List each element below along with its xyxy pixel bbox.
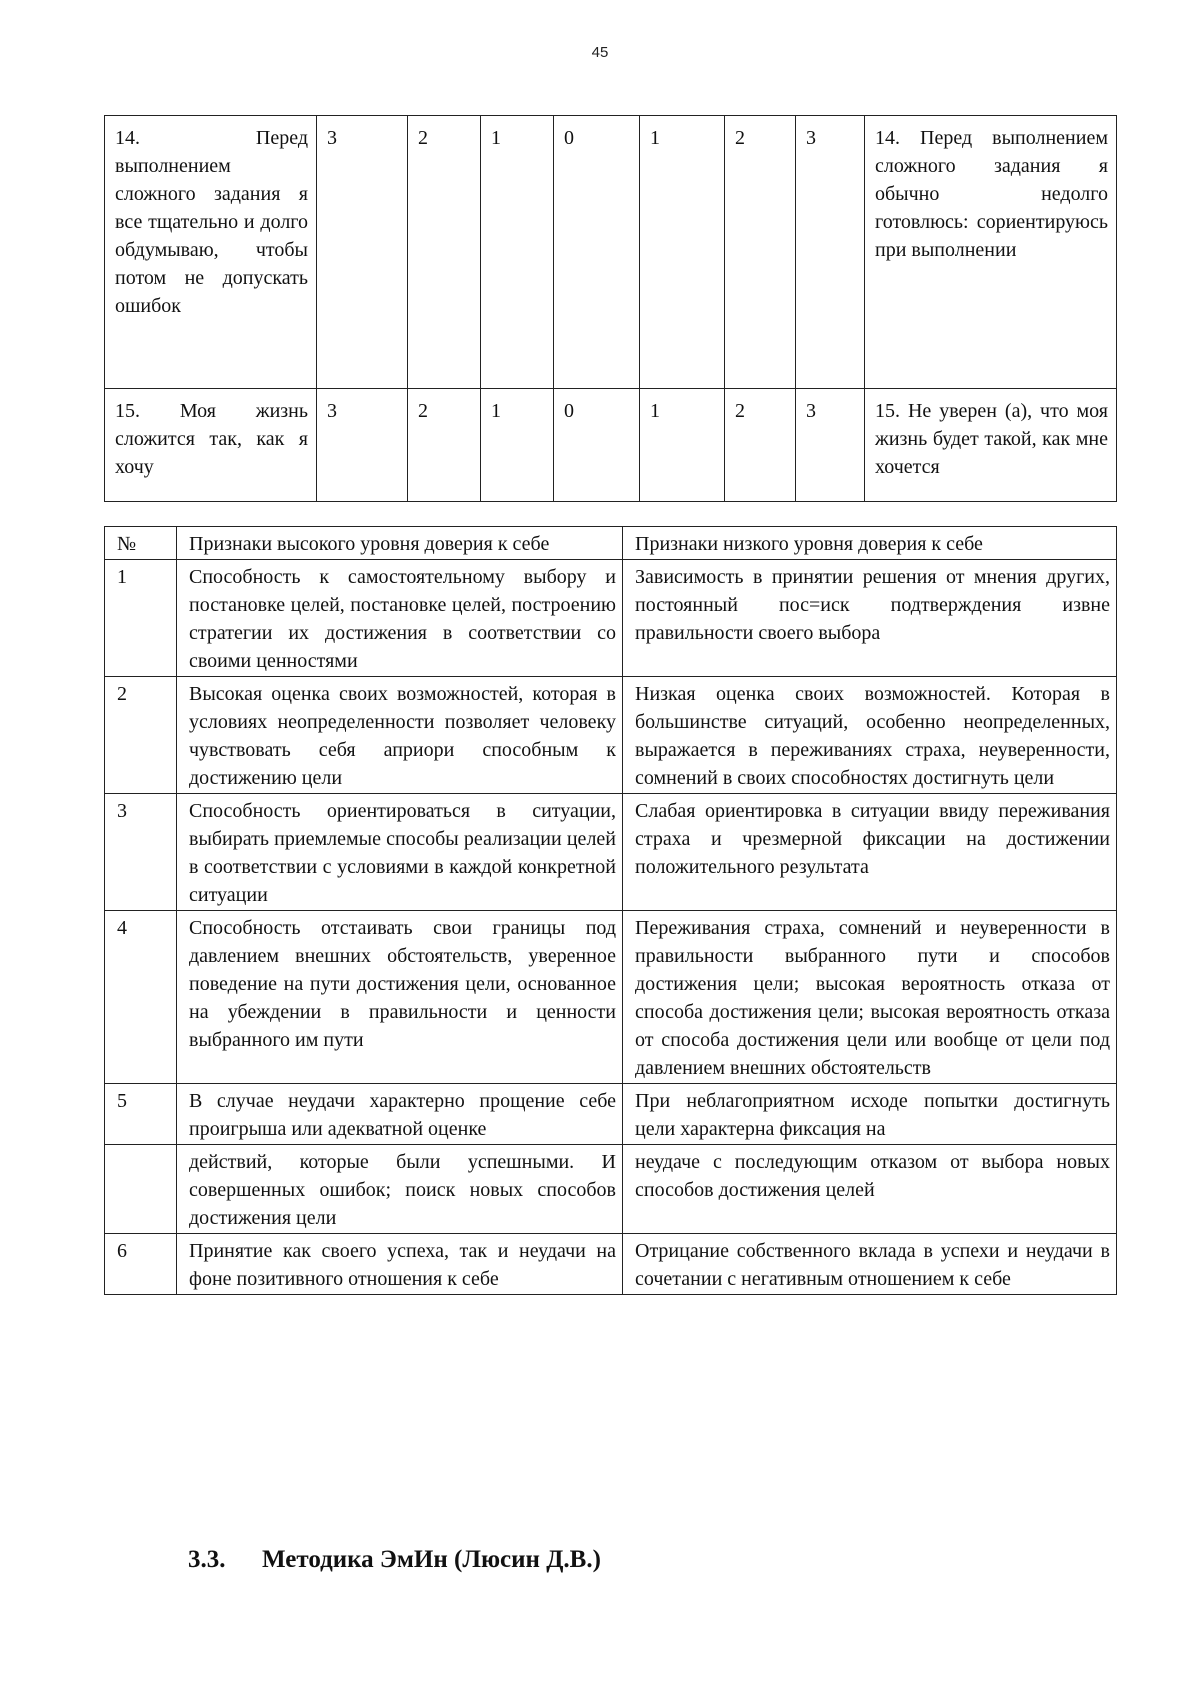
low-trust-sign: При неблагоприятном исходе попытки достигнуть цели характерна фиксация на <box>623 1084 1117 1145</box>
high-trust-sign: Способность к самостоятельному выбору и постановке целей, постановке целей, построению стратегии их достижения в соответствии со своими ценностями <box>177 560 623 677</box>
section-heading <box>188 1546 601 1574</box>
table-row <box>105 794 1117 911</box>
high-trust-sign: Высокая оценка своих возможностей, которая в условиях неопределенности позволяет человеку чувствовать себя априори способным к достижению цели <box>177 677 623 794</box>
scale-value: 2 <box>408 116 481 389</box>
scale-value: 3 <box>796 116 865 389</box>
scale-value: 0 <box>554 116 640 389</box>
scale-row <box>105 116 1117 389</box>
scale-row <box>105 389 1117 502</box>
table-row <box>105 1234 1117 1295</box>
header-high-trust: Признаки высокого уровня доверия к себе <box>177 527 623 560</box>
positive-statement: 15. Моя жизнь сложится так, как я хочу <box>105 389 317 502</box>
scale-value: 3 <box>317 389 408 502</box>
page-number: 45 <box>591 44 609 61</box>
scale-value: 1 <box>640 116 725 389</box>
row-number: 2 <box>105 677 177 794</box>
low-trust-sign: Слабая ориентировка в ситуации ввиду переживания страха и чрезмерной фиксации на достижении положительного результата <box>623 794 1117 911</box>
table-row <box>105 1084 1117 1145</box>
high-trust-sign: В случае неудачи характерно прощение себе проигрыша или адекватной оценке <box>177 1084 623 1145</box>
scale-value: 2 <box>408 389 481 502</box>
low-trust-sign: неудаче с последующим отказом от выбора новых способов достижения целей <box>623 1145 1117 1234</box>
scale-value: 3 <box>317 116 408 389</box>
high-trust-sign: Способность отстаивать свои границы под давлением внешних обстоятельств, уверенное поведение на пути достижения цели, основанное на убеждении в правильности и ценности выбранного им пути <box>177 911 623 1084</box>
high-trust-sign: действий, которые были успешными. И совершенных ошибок; поиск новых способов достижения цели <box>177 1145 623 1234</box>
header-low-trust: Признаки низкого уровня доверия к себе <box>623 527 1117 560</box>
table-row <box>105 560 1117 677</box>
low-trust-sign: Переживания страха, сомнений и неуверенности в правильности выбранного пути и способов достижения цели; высокая вероятность отказа от способа достижения цели; высокая вероятность отказа от способа достижения цели или вообще от цели под давлением внешних обстоятельств <box>623 911 1117 1084</box>
bipolar-scale-table <box>104 115 1117 502</box>
row-number: 1 <box>105 560 177 677</box>
positive-statement: 14. Перед выполнением сложного задания я все тщательно и долго обдумываю, чтобы потом не допускать ошибок <box>105 116 317 389</box>
section-number: 3.3. <box>188 1546 226 1573</box>
high-trust-sign: Способность ориентироваться в ситуации, выбирать приемлемые способы реализации целей в соответствии с условиями в каждой конкретной ситуации <box>177 794 623 911</box>
row-number: 5 <box>105 1084 177 1145</box>
scale-value: 1 <box>481 389 554 502</box>
table-header-row <box>105 527 1117 560</box>
scale-value: 1 <box>640 389 725 502</box>
high-trust-sign: Принятие как своего успеха, так и неудачи на фоне позитивного отношения к себе <box>177 1234 623 1295</box>
scale-value: 1 <box>481 116 554 389</box>
row-number: 3 <box>105 794 177 911</box>
section-title: Методика ЭмИн (Люсин Д.В.) <box>262 1546 601 1573</box>
table-row <box>105 911 1117 1084</box>
negative-statement: 14. Перед выполнением сложного задания я обычно недолго готовлюсь: сориентируюсь при выполнении <box>865 116 1117 389</box>
row-number <box>105 1145 177 1234</box>
low-trust-sign: Низкая оценка своих возможностей. Которая в большинстве ситуаций, особенно неопределенных, выражается в переживаниях страха, неуверенности, сомнений в своих способностях достигнуть цели <box>623 677 1117 794</box>
scale-value: 0 <box>554 389 640 502</box>
table-row <box>105 677 1117 794</box>
low-trust-sign: Отрицание собственного вклада в успехи и неудачи в сочетании с негативным отношением к себе <box>623 1234 1117 1295</box>
row-number: 6 <box>105 1234 177 1295</box>
row-number: 4 <box>105 911 177 1084</box>
low-trust-sign: Зависимость в принятии решения от мнения других, постоянный пос=иск подтверждения извне правильности своего выбора <box>623 560 1117 677</box>
header-number: № <box>105 527 177 560</box>
table-row <box>105 1145 1117 1234</box>
scale-value: 3 <box>796 389 865 502</box>
scale-value: 2 <box>725 389 796 502</box>
scale-value: 2 <box>725 116 796 389</box>
self-trust-signs-table <box>104 526 1117 1295</box>
negative-statement: 15. Не уверен (а), что моя жизнь будет такой, как мне хочется <box>865 389 1117 502</box>
